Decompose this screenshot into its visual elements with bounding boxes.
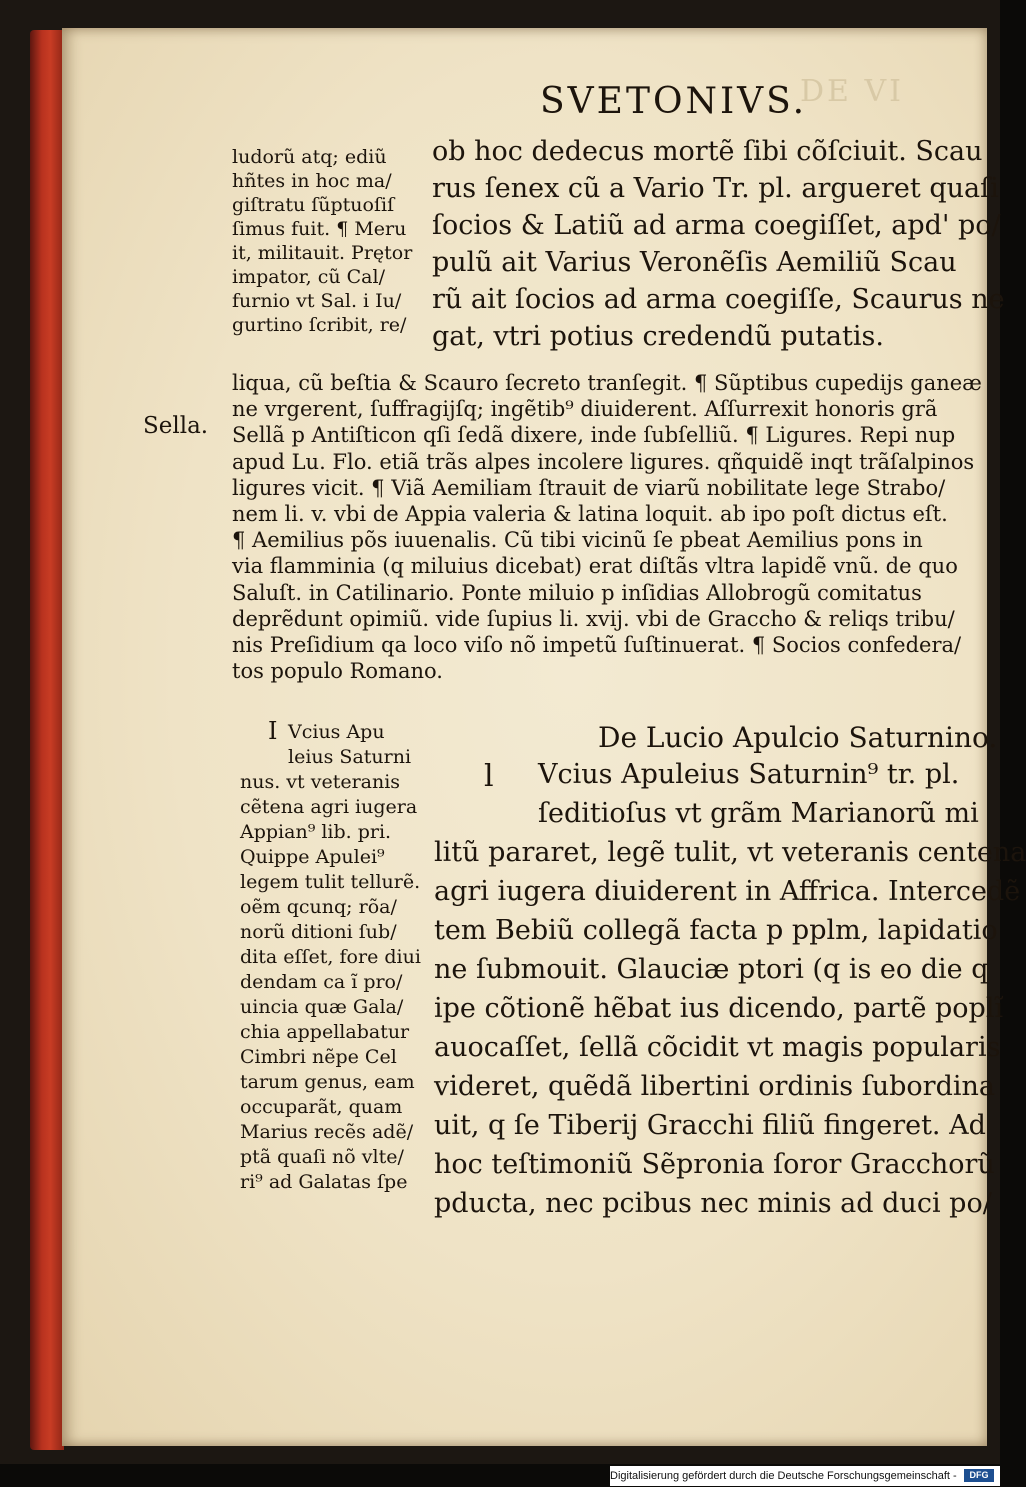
running-head: SVETONIVS. — [540, 81, 808, 122]
text-line: ſeditioſus vt grãm Marianorũ mi — [538, 798, 979, 829]
text-line: agri iugera diuiderent in Affrica. Intercedẽ — [434, 876, 1021, 907]
margin-line: ludorũ atq; ediũ — [232, 146, 387, 168]
commentary-line: liqua, cũ beſtia & Scauro ſecreto tranſegit. ¶ Sũptibus cupedijs ganeæ — [232, 371, 982, 395]
text-line: videret, quẽdã libertini ordinis ſubordina — [434, 1071, 995, 1102]
margin-line: leius Saturni — [288, 746, 412, 768]
margin-line: chia appellabatur — [240, 1021, 410, 1043]
margin-line: norũ ditioni ſub/ — [240, 921, 397, 943]
dfg-logo: DFG — [964, 1469, 994, 1482]
margin-line: ri⁹ ad Galatas ſpe — [240, 1171, 408, 1193]
section-heading: De Lucio Apulcio Saturnino. — [598, 721, 998, 754]
margin-line: nus. vt veteranis — [240, 771, 401, 793]
margin-line: Appian⁹ lib. pri. — [240, 821, 392, 843]
text-line: ſocios & Latiũ ad arma coegiſſet, apd' po/ — [432, 210, 1001, 241]
margin-line: oẽm qcunq; rõa/ — [240, 896, 397, 918]
commentary-line: deprẽdunt opimiũ. vide ſupius li. xvij. vbi de Graccho & reliqs tribu/ — [232, 606, 955, 631]
margin-line: Marius recẽs adẽ/ — [240, 1121, 414, 1143]
margin-line: dita eſſet, fore diui — [240, 946, 421, 968]
text-line: pducta, nec pcibus nec minis ad duci po/ — [434, 1188, 992, 1219]
text-line: rũ ait ſocios ad arma coegiſſe, Scaurus ne — [432, 284, 1005, 315]
commentary-line: Sellã p Antiſticon qſi ſedã dixere, inde ſubſelliũ. ¶ Ligures. Repi nup — [232, 423, 956, 448]
margin-line: dendam ca ĩ pro/ — [240, 971, 403, 993]
bottom-main-text — [434, 755, 1026, 1223]
commentary-line: ne vrgerent, ſuffragijſq; ingẽtib⁹ diuiderent. Aſſurrexit honoris grã — [232, 397, 938, 422]
red-page-edge — [30, 30, 64, 1450]
text-line: hoc teſtimoniũ Sẽpronia ſoror Gracchorũ — [434, 1149, 995, 1180]
margin-line: cẽtena agri iugera — [240, 796, 418, 818]
margin-line: impator, cũ Cal/ — [232, 266, 385, 288]
commentary-line: ligures vicit. ¶ Viã Aemiliam ſtrauit de viarũ nobilitate lege Strabo/ — [232, 475, 946, 500]
top-margin-commentary — [232, 145, 432, 337]
margin-line: it, militauit. Prętor — [232, 242, 413, 264]
margin-line: giſtratu ſũptuoſiſ — [232, 194, 395, 216]
text-line: auocaſſet, ſellã cõcidit vt magis popularis — [434, 1032, 1001, 1063]
sidenote-sella: Sella. — [143, 413, 209, 439]
margin-line: Quippe Apulei⁹ — [240, 846, 385, 868]
text-line: ob hoc dedecus mortẽ ſibi cõſciuit. Scau — [432, 136, 983, 167]
text-line: gat, vtri potius credendũ putatis. — [432, 321, 884, 352]
margin-line: occuparãt, quam — [240, 1096, 403, 1118]
text-line: ne ſubmouit. Glauciæ ptori (q is eo die q — [434, 954, 989, 985]
commentary-line: tos populo Romano. — [232, 659, 443, 684]
bleed-through-heading: DE VI — [800, 74, 905, 109]
commentary-line: ¶ Aemilius põs iuuenalis. Cũ tibi vicinũ ſe pbeat Aemilius pons in — [232, 528, 923, 553]
margin-line: tarum genus, eam — [240, 1071, 415, 1093]
margin-line: gurtino ſcribit, re/ — [232, 314, 407, 336]
margin-line: hñtes in hoc ma/ — [232, 170, 392, 192]
commentary-line: via flamminia (q miluius dicebat) erat diſtãs vltra lapidẽ vnũ. de quo — [232, 554, 958, 579]
commentary-line: Saluſt. in Catilinario. Ponte miluio p inſidias Allobrogũ comitatus — [232, 580, 922, 605]
footer-bar — [610, 1466, 1000, 1486]
text-line: Vcius Apuleius Saturnin⁹ tr. pl. — [538, 759, 960, 790]
margin-line: uincia quæ Gala/ — [240, 996, 404, 1018]
margin-line: furnio vt Sal. i Iu/ — [232, 290, 402, 312]
text-line: uit, q ſe Tiberij Gracchi filiũ fingeret. Ad — [434, 1110, 986, 1141]
text-line: litũ pararet, legẽ tulit, vt veteranis centena — [434, 837, 1026, 868]
commentary-line: apud Lu. Flo. etiã trãs alpes incolere ligures. qñquidẽ inqt trãſalpinos — [232, 449, 975, 474]
text-line: ipe cõtionẽ hẽbat ius dicendo, partẽ poplĩ — [434, 993, 1004, 1024]
footer-credit: Digitalisierung gefördert durch die Deutsche Forschungsgemeinschaft - — [610, 1470, 957, 1482]
margin-line: Vcius Apu — [288, 721, 385, 743]
commentary-block — [232, 370, 982, 684]
commentary-line: nis Preſidium qa loco viſo nõ impetũ ſuſtinuerat. ¶ Socios confedera/ — [232, 632, 962, 657]
text-line: pulũ ait Varius Veronẽſis Aemiliũ Scau — [432, 247, 957, 278]
margin-line: ptã quaſi nõ vlte/ — [240, 1146, 404, 1168]
top-main-text — [432, 133, 1005, 355]
text-line: rus ſenex cũ a Vario Tr. pl. argueret quaſi — [432, 173, 999, 204]
margin-line: legem tulit tellurẽ. — [240, 871, 421, 893]
margin-line: Cimbri nẽpe Cel — [240, 1046, 397, 1068]
main-numeral: l — [484, 759, 494, 794]
margin-line: ſimus fuit. ¶ Meru — [232, 218, 407, 240]
left-numeral: I — [268, 717, 278, 745]
text-line: tem Bebiũ collegã facta p pplm, lapidatio — [434, 915, 998, 946]
commentary-line: nem li. v. vbi de Appia valeria & latina loquit. ab ipo poſt dictus eſt. — [232, 501, 948, 526]
